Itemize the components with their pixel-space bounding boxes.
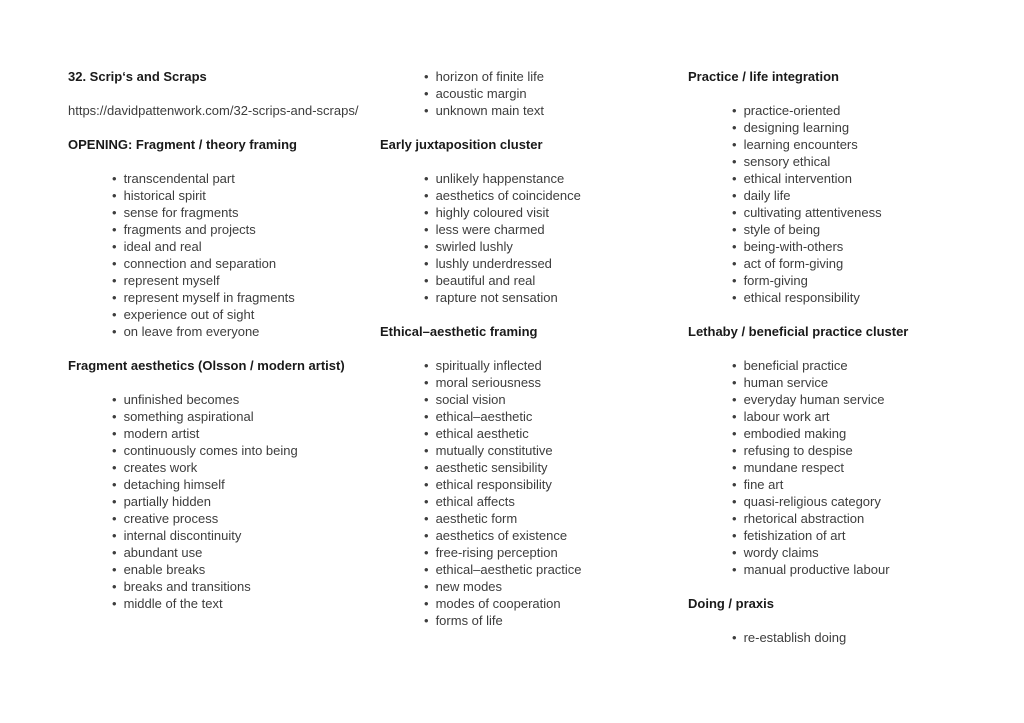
list-item: • refusing to despise <box>688 442 982 459</box>
list-item: • creative process <box>68 510 362 527</box>
heading-early-juxtaposition-cluster: Early juxtaposition cluster <box>380 137 543 152</box>
list-item: • modern artist <box>68 425 362 442</box>
heading-doing-praxis: Doing / praxis <box>688 596 774 611</box>
list-item: • experience out of sight <box>68 306 362 323</box>
list-item: • fetishization of art <box>688 527 982 544</box>
list-item: • fine art <box>688 476 982 493</box>
list-item: • sensory ethical <box>688 153 982 170</box>
list-item: • unfinished becomes <box>68 391 362 408</box>
list-item: • ethical responsibility <box>688 289 982 306</box>
list-item: • beneficial practice <box>688 357 982 374</box>
list-practice-life-integration <box>688 102 982 306</box>
list-item: • rapture not sensation <box>380 289 674 306</box>
list-item: • horizon of finite life <box>380 68 674 85</box>
list-item: • something aspirational <box>68 408 362 425</box>
list-item: • acoustic margin <box>380 85 674 102</box>
list-item: • middle of the text <box>68 595 362 612</box>
list-item: • transcendental part <box>68 170 362 187</box>
list-item: • highly coloured visit <box>380 204 674 221</box>
list-item: • modes of cooperation <box>380 595 674 612</box>
list-item: • connection and separation <box>68 255 362 272</box>
list-item: • ethical intervention <box>688 170 982 187</box>
heading-lethaby-beneficial-practice-cluster: Lethaby / beneficial practice cluster <box>688 324 909 339</box>
list-item: • manual productive labour <box>688 561 982 578</box>
list-item: • swirled lushly <box>380 238 674 255</box>
list-item: • continuously comes into being <box>68 442 362 459</box>
list-item: • re-establish doing <box>688 629 982 646</box>
list-item: • internal discontinuity <box>68 527 362 544</box>
list-item: • less were charmed <box>380 221 674 238</box>
list-item: • forms of life <box>380 612 674 629</box>
list-item: • ethical responsibility <box>380 476 674 493</box>
list-item: • daily life <box>688 187 982 204</box>
list-item: • aesthetics of coincidence <box>380 187 674 204</box>
list-item: • creates work <box>68 459 362 476</box>
list-item: • detaching himself <box>68 476 362 493</box>
heading-fragment-aesthetics: Fragment aesthetics (Olsson / modern artist) <box>68 358 345 373</box>
list-item: • aesthetic sensibility <box>380 459 674 476</box>
list-item: • beautiful and real <box>380 272 674 289</box>
list-item: • unknown main text <box>380 102 674 119</box>
heading-practice-life-integration: Practice / life integration <box>688 69 839 84</box>
heading-opening-fragment-theory-framing: OPENING: Fragment / theory framing <box>68 137 297 152</box>
list-item: • social vision <box>380 391 674 408</box>
list-item: • represent myself <box>68 272 362 289</box>
list-item: • on leave from everyone <box>68 323 362 340</box>
list-item: • designing learning <box>688 119 982 136</box>
list-item: • ethical aesthetic <box>380 425 674 442</box>
list-early-juxtaposition-cluster <box>380 170 674 306</box>
list-item: • quasi-religious category <box>688 493 982 510</box>
list-item: • learning encounters <box>688 136 982 153</box>
list-item: • ethical–aesthetic practice <box>380 561 674 578</box>
list-item: • ideal and real <box>68 238 362 255</box>
list-item: • rhetorical abstraction <box>688 510 982 527</box>
list-item: • cultivating attentiveness <box>688 204 982 221</box>
list-item: • being-with-others <box>688 238 982 255</box>
list-item: • spiritually inflected <box>380 357 674 374</box>
list-item: • labour work art <box>688 408 982 425</box>
list-item: • mutually constitutive <box>380 442 674 459</box>
column-3 <box>688 68 982 663</box>
list-item: • embodied making <box>688 425 982 442</box>
column-2 <box>380 68 674 646</box>
doc-title: 32. Scrip‘s and Scraps <box>68 69 207 84</box>
list-item: • fragments and projects <box>68 221 362 238</box>
list-item: • everyday human service <box>688 391 982 408</box>
list-item: • free-rising perception <box>380 544 674 561</box>
list-item: • practice-oriented <box>688 102 982 119</box>
list-item: • represent myself in fragments <box>68 289 362 306</box>
list-item: • unlikely happenstance <box>380 170 674 187</box>
doc-url: https://davidpattenwork.com/32-scrips-and-scraps/ <box>68 103 359 118</box>
list-ethical-aesthetic-framing <box>380 357 674 629</box>
list-item: • enable breaks <box>68 561 362 578</box>
list-item: • aesthetic form <box>380 510 674 527</box>
list-item: • style of being <box>688 221 982 238</box>
list-item: • moral seriousness <box>380 374 674 391</box>
list-item: • ethical–aesthetic <box>380 408 674 425</box>
list-opening-fragment-theory-framing <box>68 170 362 340</box>
list-item: • lushly underdressed <box>380 255 674 272</box>
list-lethaby-beneficial-practice-cluster <box>688 357 982 578</box>
list-item: • act of form-giving <box>688 255 982 272</box>
list-item: • partially hidden <box>68 493 362 510</box>
list-doing-praxis <box>688 629 982 646</box>
list-item: • mundane respect <box>688 459 982 476</box>
list-item: • form-giving <box>688 272 982 289</box>
column-1 <box>68 68 362 629</box>
list-item: • wordy claims <box>688 544 982 561</box>
list-item: • sense for fragments <box>68 204 362 221</box>
list-item: • human service <box>688 374 982 391</box>
list-item: • ethical affects <box>380 493 674 510</box>
list-fragment-aesthetics <box>68 391 362 612</box>
list-item: • abundant use <box>68 544 362 561</box>
list-item: • historical spirit <box>68 187 362 204</box>
list-item: • breaks and transitions <box>68 578 362 595</box>
list-item: • new modes <box>380 578 674 595</box>
list-continued-top <box>380 68 674 119</box>
heading-ethical-aesthetic-framing: Ethical–aesthetic framing <box>380 324 538 339</box>
list-item: • aesthetics of existence <box>380 527 674 544</box>
